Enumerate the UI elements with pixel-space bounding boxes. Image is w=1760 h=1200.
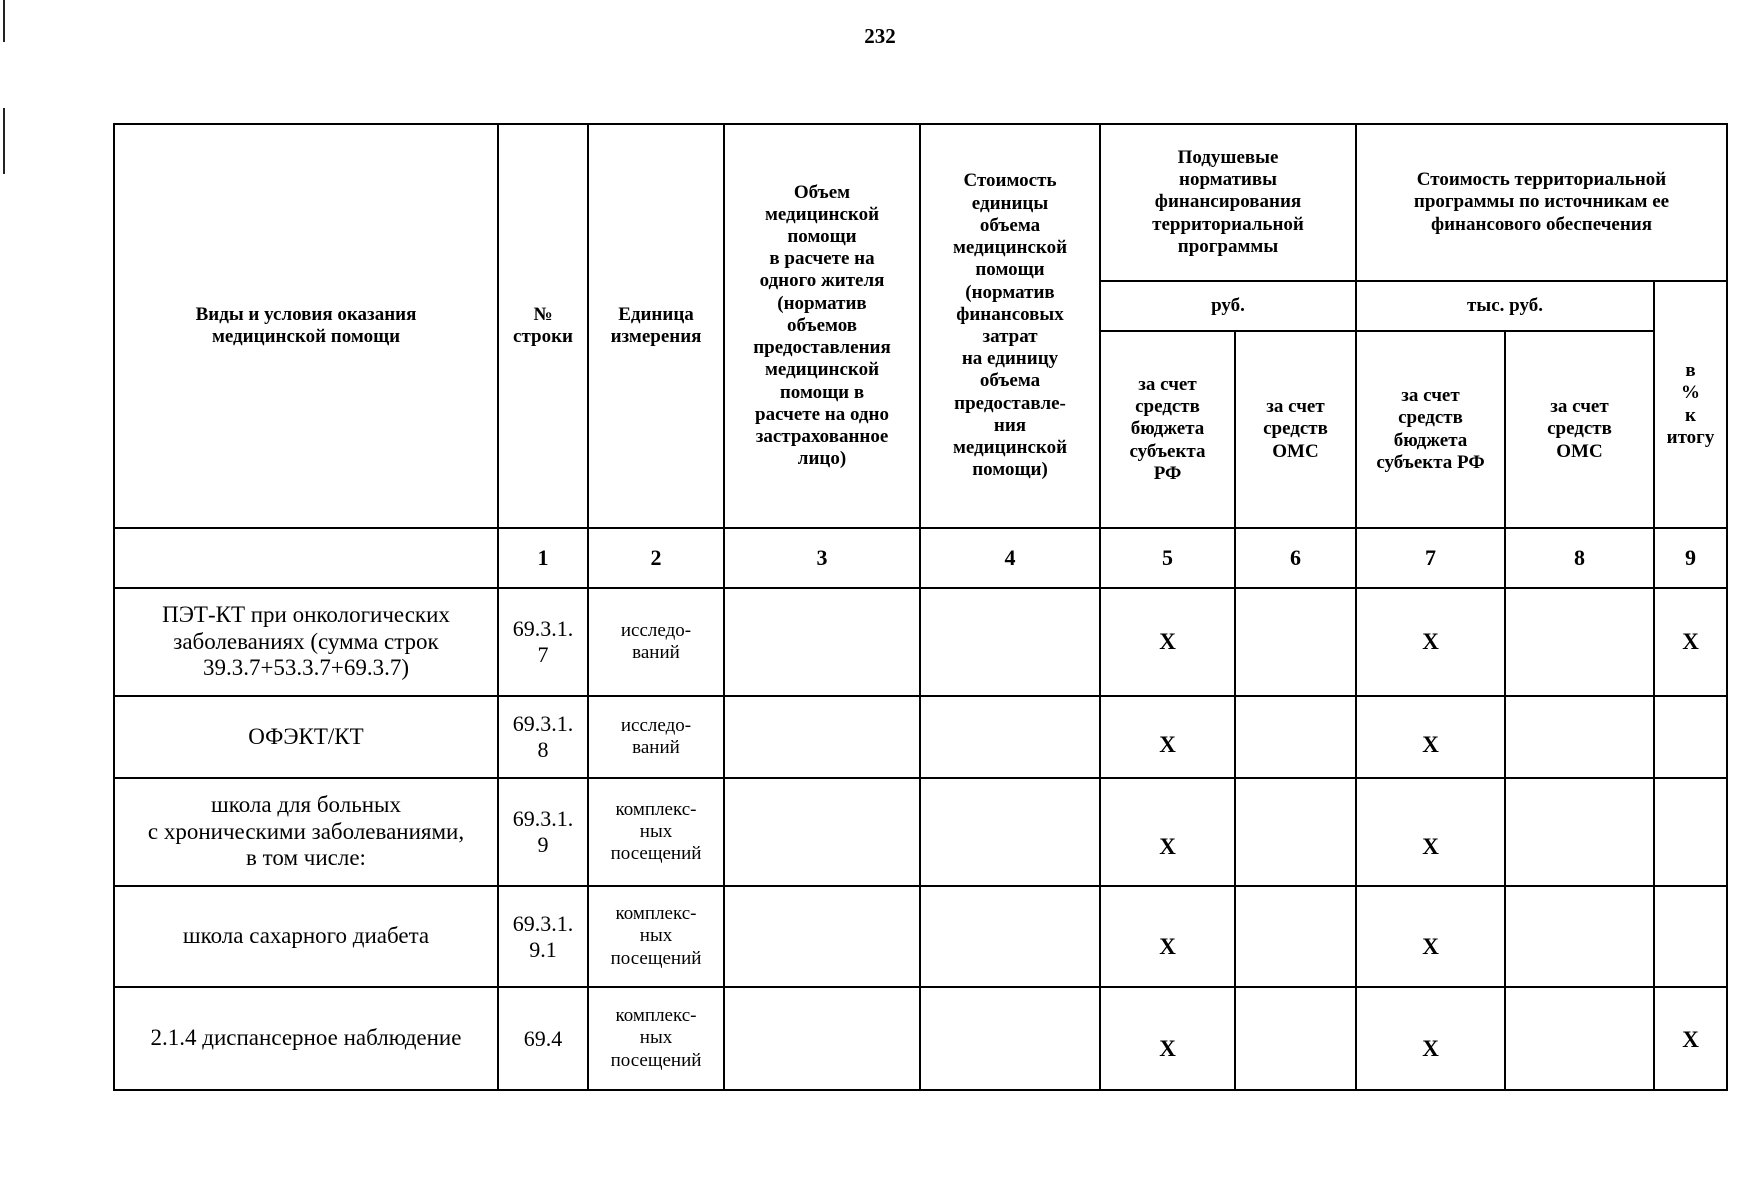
row-unit: комплекс- ных посещений: [588, 778, 724, 886]
x-mark: Х: [1422, 934, 1439, 960]
x-mark: Х: [1682, 1027, 1699, 1053]
row-unit-cost: [920, 696, 1100, 778]
row-service-name: школа сахарного диабета: [114, 886, 498, 987]
x-mark: Х: [1159, 1036, 1176, 1062]
row-code: 69.3.1. 8: [498, 696, 588, 778]
column-number: 8: [1505, 528, 1654, 588]
row-oms-thousand-rub: [1505, 778, 1654, 886]
header-oms-thousand-rub: за счет средств ОМС: [1505, 331, 1654, 528]
x-mark: Х: [1422, 628, 1439, 654]
row-budget-thousand-rub: [1356, 778, 1505, 886]
row-oms-thousand-rub: [1505, 886, 1654, 987]
column-number: 9: [1654, 528, 1727, 588]
column-number: [114, 528, 498, 588]
row-service-name: ПЭТ-КТ при онкологических заболеваниях (сумма строк 39.3.7+53.3.7+69.3.7): [114, 588, 498, 696]
row-oms-rub: [1235, 778, 1356, 886]
header-budget-thousand-rub: за счет средств бюджета субъекта РФ: [1356, 331, 1505, 528]
row-unit-cost: [920, 886, 1100, 987]
table-row: [114, 886, 1727, 987]
x-mark: Х: [1159, 934, 1176, 960]
row-oms-rub: [1235, 987, 1356, 1090]
row-code: 69.3.1. 7: [498, 588, 588, 696]
row-service-name: школа для больных с хроническими заболеваниями, в том числе:: [114, 778, 498, 886]
row-percent-of-total: [1654, 778, 1727, 886]
row-unit: исследо- ваний: [588, 696, 724, 778]
table-row: [114, 696, 1727, 778]
scan-edge-mark: [3, 108, 5, 174]
header-unit: Единица измерения: [588, 124, 724, 528]
header-service-type: Виды и условия оказания медицинской помощи: [114, 124, 498, 528]
table-row: [114, 778, 1727, 886]
x-mark: Х: [1422, 833, 1439, 859]
row-budget-rub: [1100, 696, 1235, 778]
column-number: 1: [498, 528, 588, 588]
header-territorial-cost-group: Стоимость территориальной программы по источникам ее финансового обеспечения: [1356, 124, 1727, 281]
row-unit: комплекс- ных посещений: [588, 886, 724, 987]
row-volume: [724, 778, 920, 886]
header-volume: Объем медицинской помощи в расчете на одного жителя (норматив объемов предоставления медицинской помощи в расчете на одно застрахованное лицо): [724, 124, 920, 528]
header-unit-cost: Стоимость единицы объема медицинской помощи (норматив финансовых затрат на единицу объема предоставле- ния медицинской помощи): [920, 124, 1100, 528]
row-budget-rub: [1100, 778, 1235, 886]
row-budget-rub: [1100, 886, 1235, 987]
x-mark: Х: [1422, 731, 1439, 757]
x-mark: Х: [1682, 628, 1699, 654]
row-service-name: 2.1.4 диспансерное наблюдение: [114, 987, 498, 1090]
row-percent-of-total: [1654, 987, 1727, 1090]
row-oms-rub: [1235, 696, 1356, 778]
column-number: 4: [920, 528, 1100, 588]
column-number: 3: [724, 528, 920, 588]
row-volume: [724, 588, 920, 696]
row-unit-cost: [920, 588, 1100, 696]
row-volume: [724, 987, 920, 1090]
row-service-name: ОФЭКТ/КТ: [114, 696, 498, 778]
header-percent-of-total: в % к итогу: [1654, 281, 1727, 528]
header-unit-rub: руб.: [1100, 281, 1356, 331]
header-budget-rub: за счет средств бюджета субъекта РФ: [1100, 331, 1235, 528]
row-budget-thousand-rub: [1356, 886, 1505, 987]
row-oms-rub: [1235, 588, 1356, 696]
row-oms-thousand-rub: [1505, 987, 1654, 1090]
row-volume: [724, 886, 920, 987]
column-number: 7: [1356, 528, 1505, 588]
row-budget-rub: [1100, 987, 1235, 1090]
row-code: 69.3.1. 9: [498, 778, 588, 886]
column-number: 5: [1100, 528, 1235, 588]
row-code: 69.4: [498, 987, 588, 1090]
territorial-program-table: [113, 123, 1728, 1091]
row-budget-thousand-rub: [1356, 696, 1505, 778]
table-row: [114, 588, 1727, 696]
column-numbers-row: [114, 528, 1727, 588]
header-row-number: № строки: [498, 124, 588, 528]
row-percent-of-total: [1654, 696, 1727, 778]
row-unit: исследо- ваний: [588, 588, 724, 696]
x-mark: Х: [1159, 628, 1176, 654]
column-number: 2: [588, 528, 724, 588]
row-percent-of-total: [1654, 886, 1727, 987]
header-unit-thousand-rub: тыс. руб.: [1356, 281, 1654, 331]
row-oms-thousand-rub: [1505, 696, 1654, 778]
row-budget-rub: [1100, 588, 1235, 696]
row-volume: [724, 696, 920, 778]
row-unit: комплекс- ных посещений: [588, 987, 724, 1090]
header-oms-rub: за счет средств ОМС: [1235, 331, 1356, 528]
row-oms-thousand-rub: [1505, 588, 1654, 696]
column-number: 6: [1235, 528, 1356, 588]
row-oms-rub: [1235, 886, 1356, 987]
row-budget-thousand-rub: [1356, 588, 1505, 696]
row-budget-thousand-rub: [1356, 987, 1505, 1090]
row-percent-of-total: [1654, 588, 1727, 696]
row-unit-cost: [920, 987, 1100, 1090]
x-mark: Х: [1159, 731, 1176, 757]
table-row: [114, 987, 1727, 1090]
row-unit-cost: [920, 778, 1100, 886]
x-mark: Х: [1159, 833, 1176, 859]
page-number: 232: [864, 24, 896, 48]
header-per-capita-group: Подушевые нормативы финансирования территориальной программы: [1100, 124, 1356, 281]
row-code: 69.3.1. 9.1: [498, 886, 588, 987]
x-mark: Х: [1422, 1036, 1439, 1062]
